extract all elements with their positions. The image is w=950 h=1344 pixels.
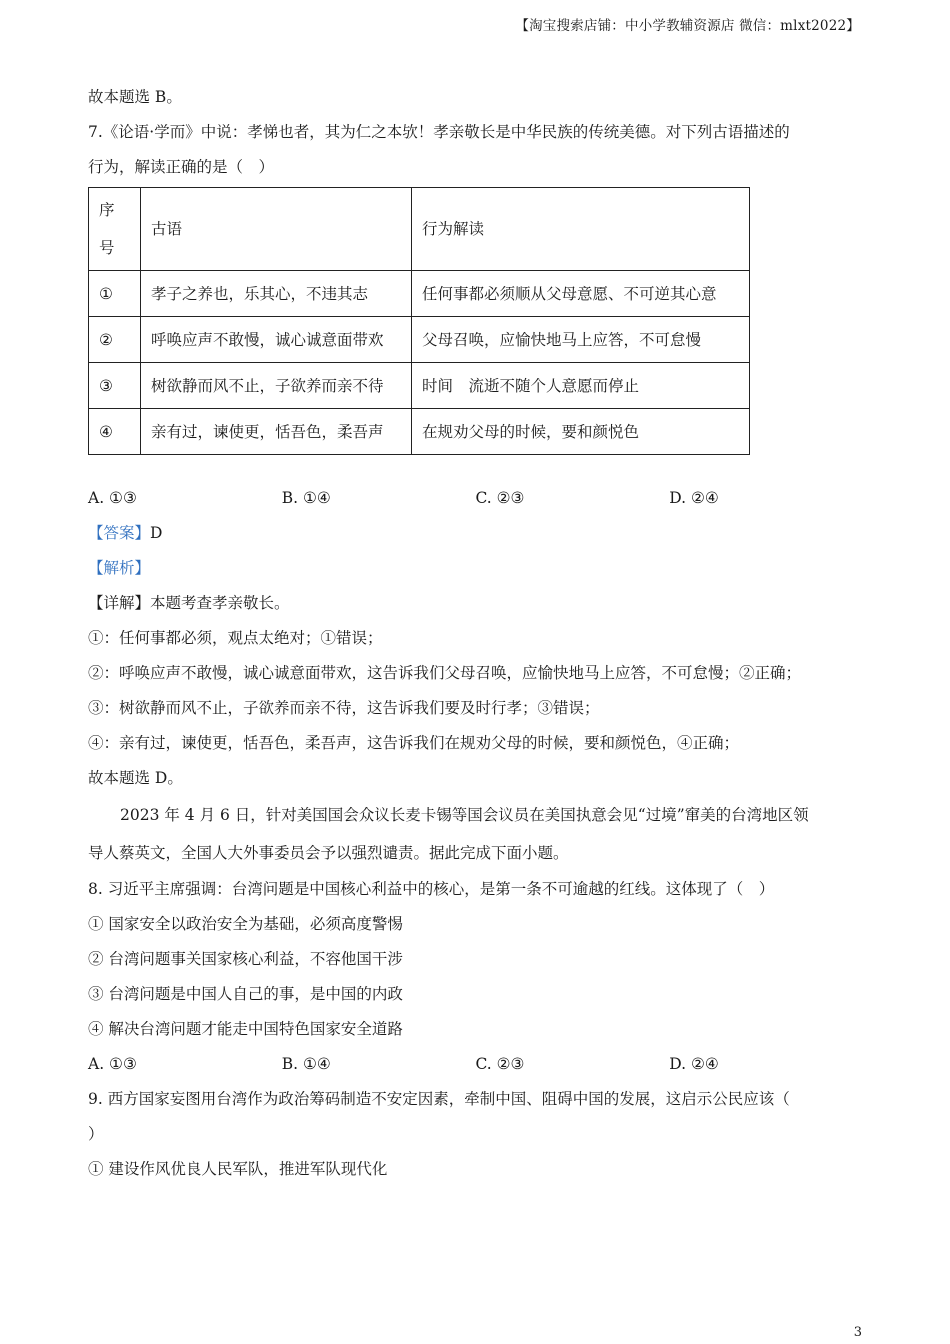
row-number: ② [89,317,141,363]
q7-options [88,481,863,516]
q7-option-d: D. ②④ [669,489,719,507]
table-row [89,271,750,317]
q8-option-c: C. ②③ [475,1055,525,1073]
header-number-char-2: 号 [99,239,115,257]
q7-option-c: C. ②③ [475,489,525,507]
q9-stem-line-1: 9. 西方国家妄图用台湾作为政治筹码制造不安定因素，牵制中国、阻碍中国的发展，这启示公民应该（ [88,1090,790,1108]
q8-option-b: B. ①④ [281,1055,331,1073]
q8-option-d: D. ②④ [669,1055,719,1073]
row-ancient-saying: 孝子之养也，乐其心，不违其志 [141,271,412,317]
detail-line: ③：树欲静而风不止，子欲养而亲不待，这告诉我们要及时行孝；③错误； [88,699,600,717]
row-interpretation: 任何事都必须顺从父母意愿、不可逆其心意 [412,271,750,317]
row-ancient-saying: 呼唤应声不敢慢，诚心诚意面带欢 [141,317,412,363]
header-number-char-1: 序 [99,201,115,219]
q7-option-a: A. ①③ [88,489,137,507]
detail-line: ②：呼唤应声不敢慢，诚心诚意面带欢，这告诉我们父母召唤，应愉快地马上应答，不可怠慢；②正确； [88,664,802,682]
row-ancient-saying: 亲有过，谏使更，恬吾色，柔吾声 [141,409,412,455]
q8-item: ① 国家安全以政治安全为基础，必须高度警惕 [88,915,403,933]
answer-tag: 【答案】 [88,524,151,542]
detail-line: 【详解】本题考查孝亲敬长。 [88,594,290,612]
q8-item: ② 台湾问题事关国家核心利益，不容他国干涉 [88,950,403,968]
q7-table-header-row [89,188,750,271]
table-row [89,363,750,409]
q8-stem: 8. 习近平主席强调：台湾问题是中国核心利益中的核心，是第一条不可逾越的红线。这体现了（ ） [88,880,775,898]
page-header: 【淘宝搜索店铺：中小学教辅资源店 微信：mlxt2022】 [515,18,860,34]
q9-item: ① 建设作风优良人民军队，推进军队现代化 [88,1160,388,1178]
q7-table [88,187,750,455]
q7-stem-line-1: 7.《论语·学而》中说：孝悌也者，其为仁之本欤！孝亲敬长是中华民族的传统美德。对下列古语描述的 [88,123,790,141]
q9-stem-line-2: ） [88,1125,104,1143]
row-number: ④ [89,409,141,455]
q7-option-b: B. ①④ [281,489,331,507]
previous-answer-conclusion: 故本题选 B。 [88,88,182,106]
detail-line: 故本题选 D。 [88,769,183,787]
row-ancient-saying: 树欲静而风不止，子欲养而亲不待 [141,363,412,409]
q8-options [88,1047,863,1082]
q8-item: ③ 台湾问题是中国人自己的事，是中国的内政 [88,985,403,1003]
detail-line: ④：亲有过，谏使更，恬吾色，柔吾声，这告诉我们在规劝父母的时候，要和颜悦色，④正确； [88,734,740,752]
q7-stem-line-2: 行为，解读正确的是（ ） [88,158,275,176]
analysis-tag: 【解析】 [88,559,151,577]
q8-item: ④ 解决台湾问题才能走中国特色国家安全道路 [88,1020,403,1038]
header-cell-ancient-saying: 古语 [141,188,412,271]
q8-option-a: A. ①③ [88,1055,137,1073]
page-number: 3 [853,1325,862,1340]
header-cell-number [89,188,141,271]
material-line-2: 导人蔡英文，全国人大外事委员会予以强烈谴责。据此完成下面小题。 [88,844,569,862]
row-interpretation: 父母召唤，应愉快地马上应答，不可怠慢 [412,317,750,363]
detail-line: ①：任何事都必须，观点太绝对；①错误； [88,629,383,647]
header-cell-interpretation: 行为解读 [412,188,750,271]
row-number: ① [89,271,141,317]
q7-answer-line [88,516,863,551]
row-interpretation: 时间 流逝不随个人意愿而停止 [412,363,750,409]
table-row [89,317,750,363]
table-row [89,409,750,455]
row-number: ③ [89,363,141,409]
answer-value: D [150,524,163,542]
row-interpretation: 在规劝父母的时候，要和颜悦色 [412,409,750,455]
material-line-1: 2023 年 4 月 6 日，针对美国国会众议长麦卡锡等国会议员在美国执意会见“过境”窜美的台湾地区领 [120,806,809,824]
page-content [88,80,863,1187]
